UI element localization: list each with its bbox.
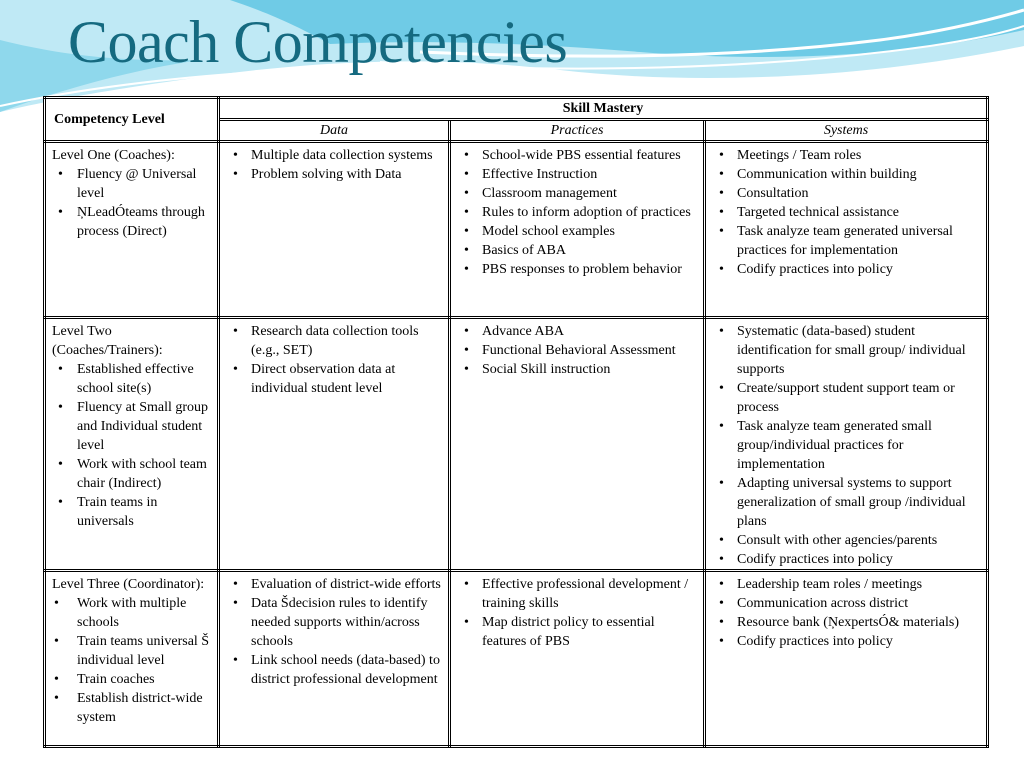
list-item: • Codify practices into policy bbox=[719, 262, 893, 277]
list-item: • Social Skill instruction bbox=[464, 362, 611, 377]
level-three-systems-cell bbox=[705, 571, 988, 747]
level-two-systems-cell bbox=[705, 318, 988, 571]
header-systems: Systems bbox=[705, 120, 988, 142]
list-item: • Train coaches bbox=[54, 672, 155, 687]
level-two-title: Level Two (Coaches/Trainers): bbox=[52, 324, 163, 358]
level-three-cell bbox=[45, 571, 219, 747]
level-two-cell bbox=[45, 318, 219, 571]
level-three-practices-cell bbox=[450, 571, 705, 747]
table-row-level-two bbox=[45, 318, 988, 571]
level-three-title: Level Three (Coordinator): bbox=[52, 577, 205, 592]
level-three-data-cell bbox=[219, 571, 450, 747]
list-item: • Basics of ABA bbox=[464, 243, 566, 258]
list-item: • Consult with other agencies/parents bbox=[719, 533, 938, 548]
page-title: Coach Competencies bbox=[68, 9, 568, 75]
list-item: • Effective Instruction bbox=[464, 167, 598, 182]
list-item: • Systematic (data-based) student identification for small group/ individual supports bbox=[719, 324, 966, 377]
level-one-cell bbox=[45, 142, 219, 318]
list-item: • Work with multiple schools bbox=[54, 596, 187, 630]
list-item: • Rules to inform adoption of practices bbox=[464, 205, 691, 220]
list-item: • Codify practices into policy bbox=[719, 634, 893, 649]
list-item: • Meetings / Team roles bbox=[719, 148, 862, 163]
list-item: • Create/support student support team or process bbox=[719, 381, 955, 415]
list-item: • Targeted technical assistance bbox=[719, 205, 900, 220]
level-one-data-cell bbox=[219, 142, 450, 318]
list-item: • Communication across district bbox=[719, 596, 909, 611]
list-item: • Resource bank (ŅexpertsÓ& materials) bbox=[719, 615, 959, 630]
list-item: • Advance ABA bbox=[464, 324, 565, 339]
list-item: • Task analyze team generated small group/individual practices for implementation bbox=[719, 419, 932, 472]
header-competency-level: Competency Level bbox=[45, 98, 219, 142]
header-data: Data bbox=[219, 120, 450, 142]
list-item: • Effective professional development / training skills bbox=[464, 577, 689, 611]
level-two-data-cell bbox=[219, 318, 450, 571]
header-skill-mastery: Skill Mastery bbox=[219, 98, 988, 120]
list-item: • Problem solving with Data bbox=[233, 167, 402, 182]
list-item: • Model school examples bbox=[464, 224, 615, 239]
list-item: • Functional Behavioral Assessment bbox=[464, 343, 676, 358]
list-item: • Research data collection tools (e.g., SET) bbox=[233, 324, 419, 358]
list-item: • Fluency @ Universal level bbox=[58, 167, 197, 201]
list-item: • Link school needs (data-based) to district professional development bbox=[233, 653, 440, 687]
level-one-systems-cell bbox=[705, 142, 988, 318]
table-row-level-one bbox=[45, 142, 988, 318]
list-item: • PBS responses to problem behavior bbox=[464, 262, 682, 277]
list-item: • Communication within building bbox=[719, 167, 917, 182]
level-two-practices-cell bbox=[450, 318, 705, 571]
list-item: • Train teams universal Š individual level bbox=[54, 634, 210, 668]
table-row-level-three bbox=[45, 571, 988, 747]
list-item: • Train teams in universals bbox=[58, 495, 158, 529]
list-item: • ŅLeadÓteams through process (Direct) bbox=[58, 205, 205, 239]
list-item: • Codify practices into policy bbox=[719, 552, 893, 567]
list-item: • Fluency at Small group and Individual student level bbox=[58, 400, 209, 453]
list-item: • Multiple data collection systems bbox=[233, 148, 433, 163]
list-item: • Leadership team roles / meetings bbox=[719, 577, 923, 592]
header-practices: Practices bbox=[450, 120, 705, 142]
list-item: • Direct observation data at individual student level bbox=[233, 362, 396, 396]
list-item: • Map district policy to essential features of PBS bbox=[464, 615, 655, 649]
list-item: • Consultation bbox=[719, 186, 809, 201]
list-item: • Task analyze team generated universal practices for implementation bbox=[719, 224, 953, 258]
list-item: • Classroom management bbox=[464, 186, 617, 201]
level-one-title: Level One (Coaches): bbox=[52, 148, 175, 163]
level-one-practices-cell bbox=[450, 142, 705, 318]
list-item: • Adapting universal systems to support generalization of small group /individual plans bbox=[719, 476, 966, 529]
list-item: • Established effective school site(s) bbox=[58, 362, 194, 396]
list-item: • Data Šdecision rules to identify needed supports within/across schools bbox=[233, 596, 428, 649]
list-item: • Work with school team chair (Indirect) bbox=[58, 457, 207, 491]
list-item: • School-wide PBS essential features bbox=[464, 148, 681, 163]
list-item: • Establish district-wide system bbox=[54, 691, 203, 725]
list-item: • Evaluation of district-wide efforts bbox=[233, 577, 441, 592]
competency-table bbox=[43, 96, 989, 748]
